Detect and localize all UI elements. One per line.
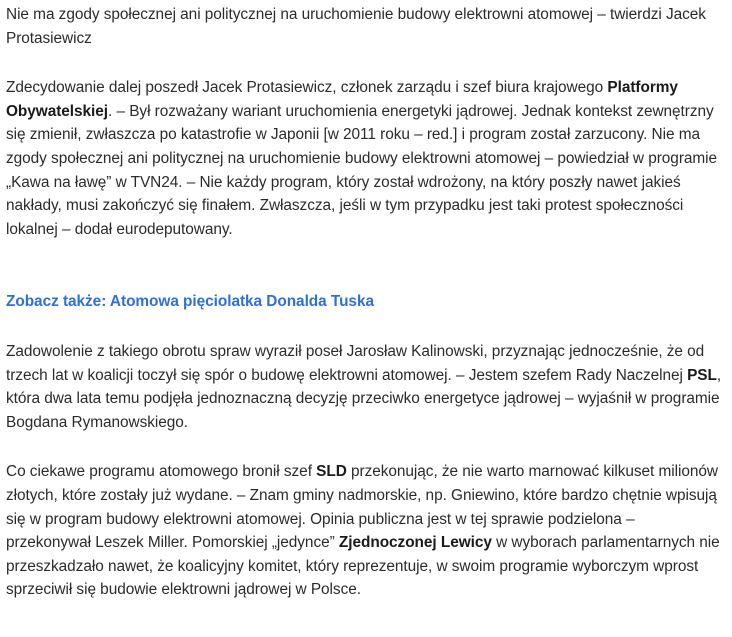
article-lead: Nie ma zgody społecznej ani politycznej na uruchomienie budowy elektrowni atomowej – twierdzi Jacek Protasiewicz bbox=[6, 6, 706, 47]
paragraph-text: Zdecydowanie dalej poszedł Jacek Protasiewicz, członek zarządu i szef biura krajowego bbox=[6, 79, 608, 97]
party-name-sld: SLD bbox=[316, 463, 347, 481]
paragraph-text: przekonując, że nie warto marnować kilkuset milionów złotych, które zostały już wydane. – Znam gminy nadmorskie, np. Gniewino, które bardzo chętnie wpisują się w program budowy elektrowni atomowej. Opinia publiczna jest w tej sprawie podzielona – przekonywał Leszek Miller. Pomorskiej „jedynce” bbox=[6, 463, 718, 552]
paragraph-kalinowski bbox=[6, 340, 722, 434]
paragraph-text: w wyborach parlamentarnych nie przeszkadzało nawet, że koalicyjny komitet, który reprezentuje, w swoim programie wyborczym wprost sprzeciwił się budowie elektrowni jądrowej w Polsce. bbox=[6, 534, 720, 599]
paragraph-miller bbox=[6, 460, 722, 602]
party-name-zl: Zjednoczonej Lewicy bbox=[338, 534, 492, 552]
paragraph-text: , która dwa lata temu podjęła jednoznaczną decyzję przeciwko energetyce jądrowej – wyjaśnił w programie Bogdana Rymanowskiego. bbox=[6, 366, 722, 431]
article-body bbox=[6, 3, 722, 602]
party-name-psl: PSL bbox=[687, 366, 717, 384]
paragraph-text: Zadowolenie z takiego obrotu spraw wyraził poseł Jarosław Kalinowski, przyznając jednocześnie, że od trzech lat w koalicji toczył się spór o budowę elektrowni atomowej. – Jestem szefem Rady Naczelnej bbox=[6, 342, 705, 384]
paragraph-text: . – Był rozważany wariant uruchomienia energetyki jądrowej. Jednak kontekst zewnętrzny się zmienił, zwłaszcza po katastrofie w Japonii [w 2011 roku – red.] i program został zarzucony. Nie ma zgody społecznej ani politycznej na uruchomienie budowy elektrowni atomowej – powiedział w programie „Kawa na ławę” w TVN24. – Nie każdy program, który został wdrożony, na który poszły nawet jakieś nakłady, musi zakończyć się finałem. Zwłaszcza, jeśli w tym przypadku jest taki protest społeczności lokalnej – dodał eurodeputowany. bbox=[6, 102, 718, 238]
see-also bbox=[6, 290, 722, 314]
paragraph-text: Co ciekawe programu atomowego bronił szef bbox=[6, 463, 317, 481]
party-name-po: Platformy Obywatelskiej bbox=[6, 79, 678, 120]
see-also-link[interactable]: Zobacz także: Atomowa pięciolatka Donalda Tuska bbox=[6, 293, 374, 311]
paragraph-protasiewicz bbox=[6, 76, 722, 241]
